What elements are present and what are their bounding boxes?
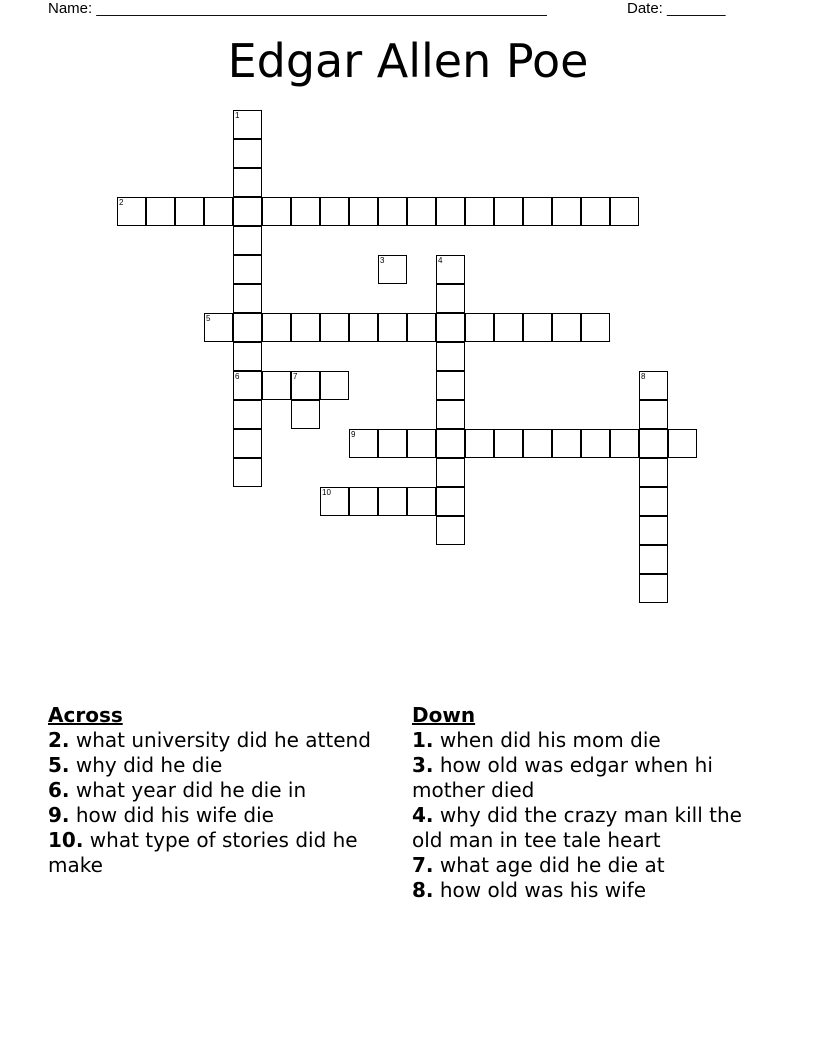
grid-cell[interactable] bbox=[233, 458, 262, 487]
grid-cell[interactable] bbox=[233, 400, 262, 429]
down-clue bbox=[412, 728, 742, 753]
name-field[interactable] bbox=[48, 0, 547, 17]
grid-cell[interactable] bbox=[523, 313, 552, 342]
grid-cell[interactable] bbox=[233, 284, 262, 313]
grid-cell[interactable] bbox=[320, 371, 349, 400]
grid-cell[interactable] bbox=[436, 400, 465, 429]
grid-cell[interactable] bbox=[465, 313, 494, 342]
grid-cell[interactable] bbox=[523, 429, 552, 458]
down-clues bbox=[412, 703, 742, 903]
cell-number: 7 bbox=[293, 372, 298, 381]
grid-cell[interactable] bbox=[233, 313, 262, 342]
cell-number: 1 bbox=[235, 111, 240, 120]
clue-text: how did his wife die bbox=[75, 803, 274, 827]
grid-cell[interactable] bbox=[233, 110, 262, 139]
grid-cell[interactable] bbox=[465, 429, 494, 458]
grid-cell[interactable] bbox=[639, 516, 668, 545]
cell-number: 8 bbox=[641, 372, 646, 381]
grid-cell[interactable] bbox=[233, 371, 262, 400]
down-clue bbox=[412, 878, 742, 903]
grid-cell[interactable] bbox=[436, 429, 465, 458]
grid-cell[interactable] bbox=[349, 487, 378, 516]
grid-cell[interactable] bbox=[204, 313, 233, 342]
clue-text: why did the crazy man kill the old man in tee tale heart bbox=[412, 803, 742, 852]
grid-cell[interactable] bbox=[233, 429, 262, 458]
date-line: _______ bbox=[667, 0, 726, 17]
grid-cell[interactable] bbox=[146, 197, 175, 226]
clue-text: what type of stories did he make bbox=[48, 828, 358, 877]
clue-number: 10. bbox=[48, 828, 84, 852]
across-clue bbox=[48, 728, 378, 753]
down-clue bbox=[412, 753, 742, 803]
cell-number: 3 bbox=[380, 256, 385, 265]
clue-text: why did he die bbox=[75, 753, 223, 777]
cell-number: 4 bbox=[438, 256, 443, 265]
clue-text: how old was edgar when hi mother died bbox=[412, 753, 713, 802]
grid-cell[interactable] bbox=[494, 429, 523, 458]
clue-number: 1. bbox=[412, 728, 434, 752]
date-label: Date: bbox=[627, 0, 663, 17]
clue-number: 4. bbox=[412, 803, 434, 827]
clue-number: 6. bbox=[48, 778, 70, 802]
grid-cell[interactable] bbox=[320, 487, 349, 516]
grid-cell[interactable] bbox=[233, 255, 262, 284]
grid-cell[interactable] bbox=[378, 487, 407, 516]
clue-text: what university did he attend bbox=[75, 728, 371, 752]
grid-cell[interactable] bbox=[233, 139, 262, 168]
cell-number: 2 bbox=[119, 198, 124, 207]
grid-cell[interactable] bbox=[436, 342, 465, 371]
down-clue bbox=[412, 853, 742, 878]
grid-cell[interactable] bbox=[291, 197, 320, 226]
across-clue bbox=[48, 803, 378, 828]
clue-number: 9. bbox=[48, 803, 70, 827]
grid-cell[interactable] bbox=[233, 342, 262, 371]
page-title: Edgar Allen Poe bbox=[227, 34, 589, 88]
grid-cell[interactable] bbox=[407, 487, 436, 516]
grid-cell[interactable] bbox=[581, 429, 610, 458]
grid-cell[interactable] bbox=[349, 197, 378, 226]
grid-cell[interactable] bbox=[407, 313, 436, 342]
grid-cell[interactable] bbox=[494, 313, 523, 342]
down-clue bbox=[412, 803, 742, 853]
grid-cell[interactable] bbox=[552, 197, 581, 226]
down-heading: Down bbox=[412, 703, 476, 727]
grid-cell[interactable] bbox=[436, 487, 465, 516]
grid-cell[interactable] bbox=[552, 313, 581, 342]
grid-cell[interactable] bbox=[349, 313, 378, 342]
grid-cell[interactable] bbox=[436, 197, 465, 226]
grid-cell[interactable] bbox=[291, 400, 320, 429]
grid-cell[interactable] bbox=[262, 371, 291, 400]
grid-cell[interactable] bbox=[204, 197, 233, 226]
grid-cell[interactable] bbox=[233, 226, 262, 255]
grid-cell[interactable] bbox=[378, 197, 407, 226]
cell-number: 10 bbox=[322, 488, 331, 497]
clue-text: what year did he die in bbox=[75, 778, 307, 802]
cell-number: 6 bbox=[235, 372, 240, 381]
grid-cell[interactable] bbox=[639, 458, 668, 487]
clue-number: 8. bbox=[412, 878, 434, 902]
grid-cell[interactable] bbox=[320, 313, 349, 342]
grid-cell[interactable] bbox=[639, 429, 668, 458]
grid-cell[interactable] bbox=[378, 255, 407, 284]
grid-cell[interactable] bbox=[668, 429, 697, 458]
grid-cell[interactable] bbox=[436, 458, 465, 487]
clue-text: how old was his wife bbox=[439, 878, 647, 902]
grid-cell[interactable] bbox=[581, 197, 610, 226]
across-clues bbox=[48, 703, 378, 878]
grid-cell[interactable] bbox=[552, 429, 581, 458]
grid-cell[interactable] bbox=[610, 429, 639, 458]
across-clue bbox=[48, 828, 378, 878]
grid-cell[interactable] bbox=[407, 429, 436, 458]
name-label: Name: bbox=[48, 0, 93, 17]
grid-cell[interactable] bbox=[349, 429, 378, 458]
grid-cell[interactable] bbox=[581, 313, 610, 342]
grid-cell[interactable] bbox=[436, 371, 465, 400]
grid-cell[interactable] bbox=[436, 313, 465, 342]
name-line: ______________________________________________________ bbox=[96, 0, 547, 17]
grid-cell[interactable] bbox=[378, 313, 407, 342]
grid-cell[interactable] bbox=[436, 516, 465, 545]
grid-cell[interactable] bbox=[523, 197, 552, 226]
grid-cell[interactable] bbox=[639, 371, 668, 400]
grid-cell[interactable] bbox=[436, 255, 465, 284]
grid-cell[interactable] bbox=[233, 197, 262, 226]
grid-cell[interactable] bbox=[378, 429, 407, 458]
clue-number: 7. bbox=[412, 853, 434, 877]
grid-cell[interactable] bbox=[262, 313, 291, 342]
grid-cell[interactable] bbox=[494, 197, 523, 226]
grid-cell[interactable] bbox=[639, 574, 668, 603]
cell-number: 9 bbox=[351, 430, 356, 439]
across-clue bbox=[48, 753, 378, 778]
grid-cell[interactable] bbox=[639, 487, 668, 516]
grid-cell[interactable] bbox=[262, 197, 291, 226]
clue-text: what age did he die at bbox=[439, 853, 665, 877]
grid-cell[interactable] bbox=[320, 197, 349, 226]
grid-cell[interactable] bbox=[465, 197, 494, 226]
grid-cell[interactable] bbox=[407, 197, 436, 226]
across-heading: Across bbox=[48, 703, 123, 727]
cell-number: 5 bbox=[206, 314, 211, 323]
grid-cell[interactable] bbox=[117, 197, 146, 226]
clue-number: 5. bbox=[48, 753, 70, 777]
grid-cell[interactable] bbox=[639, 400, 668, 429]
clue-number: 3. bbox=[412, 753, 434, 777]
grid-cell[interactable] bbox=[610, 197, 639, 226]
grid-cell[interactable] bbox=[233, 168, 262, 197]
clue-text: when did his mom die bbox=[439, 728, 661, 752]
grid-cell[interactable] bbox=[291, 371, 320, 400]
grid-cell[interactable] bbox=[291, 313, 320, 342]
grid-cell[interactable] bbox=[436, 284, 465, 313]
clue-number: 2. bbox=[48, 728, 70, 752]
date-field[interactable] bbox=[627, 0, 725, 17]
grid-cell[interactable] bbox=[639, 545, 668, 574]
grid-cell[interactable] bbox=[175, 197, 204, 226]
across-clue bbox=[48, 778, 378, 803]
